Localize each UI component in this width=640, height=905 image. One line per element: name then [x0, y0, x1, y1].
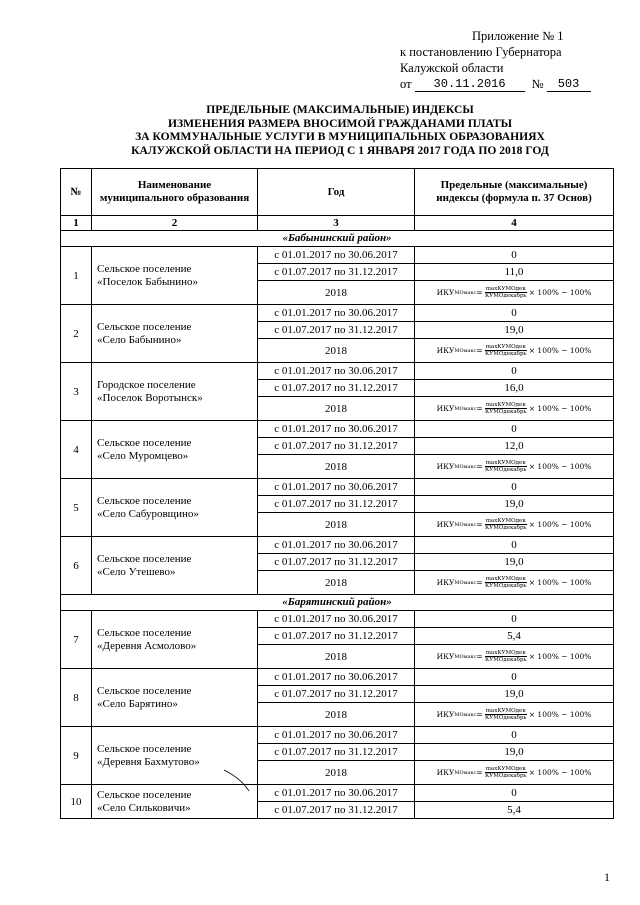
municipality-title: «Поселок Воротынск» [97, 391, 203, 404]
appendix-region: Калужской области [400, 61, 504, 75]
title-line: ЗА КОММУНАЛЬНЫЕ УСЛУГИ В МУНИЦИПАЛЬНЫХ ОБРАЗОВАНИЯХ [135, 130, 545, 144]
period-first-half: с 01.01.2017 по 30.06.2017 [258, 305, 415, 322]
period-second-half: с 01.07.2017 по 31.12.2017 [258, 380, 415, 397]
formula-numerator [485, 766, 527, 773]
formula-denominator [485, 351, 527, 357]
period-second-half: с 01.07.2017 по 31.12.2017 [258, 554, 415, 571]
index-formula: ИКУ МО макс = $\frac{\text{maxКУМОдек}}{\text{КУМОдекабрь}}$ × 100% − 100% [436, 650, 592, 663]
table-row [61, 611, 614, 628]
period-second-half: с 01.07.2017 по 31.12.2017 [258, 322, 415, 339]
header-index: Предельные (максимальные) индексы (формула п. 37 Основ) [415, 169, 614, 216]
year-2018: 2018 [258, 571, 415, 595]
formula-rhs: × 100% − 100% [528, 709, 592, 719]
formula-den-sub: декабрь [503, 657, 527, 663]
formula-denominator [485, 583, 527, 589]
formula-num: maxКУ [485, 460, 506, 466]
formula-num-sub: дек [515, 650, 526, 656]
indices-table [60, 168, 614, 819]
index-value: 0 [415, 611, 614, 628]
formula-denominator [485, 657, 527, 663]
formula-fraction [485, 766, 527, 779]
municipality-name [92, 669, 258, 727]
formula-numerator [485, 708, 527, 715]
index-value: 0 [415, 479, 614, 496]
municipality-type: Сельское поселение [97, 436, 192, 449]
formula-num-sub: дек [515, 402, 526, 408]
formula-lhs: ИКУ [436, 767, 455, 777]
formula-den-sup: МО [493, 409, 504, 415]
formula-lhs-sub: макс [463, 405, 477, 412]
period-first-half: с 01.01.2017 по 30.06.2017 [258, 785, 415, 802]
formula-den: КУ [484, 657, 494, 663]
municipality-title: «Деревня Бахмутово» [97, 755, 200, 768]
formula-lhs: ИКУ [436, 345, 455, 355]
formula-denominator [485, 293, 527, 299]
formula-num-sup: МО [505, 708, 516, 714]
municipality-name [92, 247, 258, 305]
formula-num-sub: дек [515, 576, 526, 582]
period-second-half: с 01.07.2017 по 31.12.2017 [258, 496, 415, 513]
index-value: 5,4 [415, 802, 614, 819]
formula-rhs: × 100% − 100% [528, 345, 592, 355]
formula-lhs-sub: макс [463, 347, 477, 354]
municipality-name [92, 363, 258, 421]
index-value: 0 [415, 727, 614, 744]
index-value: 5,4 [415, 628, 614, 645]
district-name: «Бабынинский район» [61, 231, 614, 247]
formula-fraction [485, 576, 527, 589]
formula-denominator [485, 773, 527, 779]
formula-den: КУ [484, 467, 494, 473]
index-formula: ИКУ МО макс = $\frac{\text{maxКУМОдек}}{\text{КУМОдекабрь}}$ × 100% − 100% [436, 344, 592, 357]
header-name: Наименование муниципального образования [92, 169, 258, 216]
year-2018: 2018 [258, 281, 415, 305]
formula-lhs-sub: макс [463, 463, 477, 470]
formula-denominator [485, 525, 527, 531]
formula-lhs-sub: макс [463, 653, 477, 660]
index-value: 19,0 [415, 322, 614, 339]
formula-den-sub: декабрь [503, 351, 527, 357]
formula-den-sup: МО [493, 583, 504, 589]
index-formula: ИКУ МО макс = $\frac{\text{maxКУМОдек}}{\text{КУМОдекабрь}}$ × 100% − 100% [436, 766, 592, 779]
formula-den-sub: декабрь [503, 409, 527, 415]
formula-numerator [485, 518, 527, 525]
formula-num-sup: МО [505, 576, 516, 582]
municipality-name [92, 421, 258, 479]
table-row [61, 537, 614, 554]
formula-den-sup: МО [493, 351, 504, 357]
year-2018: 2018 [258, 645, 415, 669]
row-number: 3 [61, 363, 92, 421]
municipality-type: Сельское поселение [97, 320, 192, 333]
formula-lhs-sub: макс [463, 521, 477, 528]
formula-den: КУ [484, 715, 494, 721]
formula-fraction [485, 344, 527, 357]
formula-rhs: × 100% − 100% [528, 403, 592, 413]
period-first-half: с 01.01.2017 по 30.06.2017 [258, 363, 415, 380]
formula-lhs-sup: МО [454, 769, 464, 776]
formula-num: maxКУ [485, 576, 506, 582]
formula-num: maxКУ [485, 518, 506, 524]
year-2018: 2018 [258, 513, 415, 537]
row-number: 2 [61, 305, 92, 363]
number-prefix: № [531, 77, 544, 91]
formula-lhs-sub: макс [463, 289, 477, 296]
formula-den: КУ [484, 293, 494, 299]
formula-lhs: ИКУ [436, 287, 455, 297]
decree-date: 30.11.2016 [415, 77, 525, 92]
header-year: Год [258, 169, 415, 216]
municipality-title: «Село Утешево» [97, 565, 176, 578]
column-number: 2 [92, 216, 258, 231]
formula-den-sup: МО [493, 715, 504, 721]
period-second-half: с 01.07.2017 по 31.12.2017 [258, 744, 415, 761]
formula-num-sup: МО [505, 344, 516, 350]
formula-den: КУ [484, 525, 494, 531]
formula-den-sup: МО [493, 467, 504, 473]
municipality-title: «Село Бабынино» [97, 333, 182, 346]
index-formula-cell [415, 513, 614, 537]
formula-rhs: × 100% − 100% [528, 287, 592, 297]
formula-lhs-sup: МО [454, 463, 464, 470]
municipality-title: «Село Сабуровщино» [97, 507, 199, 520]
period-first-half: с 01.01.2017 по 30.06.2017 [258, 537, 415, 554]
table-header-row [61, 169, 614, 216]
formula-lhs: ИКУ [436, 651, 455, 661]
formula-lhs-sup: МО [454, 405, 464, 412]
index-value: 0 [415, 421, 614, 438]
index-formula: ИКУ МО макс = $\frac{\text{maxКУМОдек}}{\text{КУМОдекабрь}}$ × 100% − 100% [436, 708, 592, 721]
formula-lhs-sup: МО [454, 347, 464, 354]
formula-den-sub: декабрь [503, 467, 527, 473]
formula-numerator [485, 460, 527, 467]
row-number: 9 [61, 727, 92, 785]
table-row [61, 247, 614, 264]
column-number-row [61, 216, 614, 231]
index-formula-cell [415, 571, 614, 595]
municipality-name [92, 537, 258, 595]
formula-lhs: ИКУ [436, 709, 455, 719]
formula-rhs: × 100% − 100% [528, 577, 592, 587]
formula-fraction [485, 286, 527, 299]
formula-num: maxКУ [485, 708, 506, 714]
formula-num-sup: МО [505, 650, 516, 656]
formula-denominator [485, 715, 527, 721]
formula-lhs-sub: макс [463, 711, 477, 718]
table-row [61, 479, 614, 496]
municipality-name [92, 611, 258, 669]
formula-den-sub: декабрь [503, 293, 527, 299]
formula-rhs: × 100% − 100% [528, 519, 592, 529]
formula-den: КУ [484, 409, 494, 415]
index-formula-cell [415, 645, 614, 669]
formula-numerator [485, 650, 527, 657]
appendix-decree: к постановлению Губернатора [400, 45, 562, 59]
table-row [61, 669, 614, 686]
formula-fraction [485, 518, 527, 531]
row-number: 6 [61, 537, 92, 595]
period-first-half: с 01.01.2017 по 30.06.2017 [258, 247, 415, 264]
column-number: 3 [258, 216, 415, 231]
period-first-half: с 01.01.2017 по 30.06.2017 [258, 669, 415, 686]
header-no: № [61, 169, 92, 216]
formula-den-sup: МО [493, 525, 504, 531]
district-row [61, 231, 614, 247]
index-formula: ИКУ МО макс = $\frac{\text{maxКУМОдек}}{\text{КУМОдекабрь}}$ × 100% − 100% [436, 518, 592, 531]
municipality-type: Сельское поселение [97, 788, 192, 801]
formula-lhs: ИКУ [436, 461, 455, 471]
formula-lhs-sub: макс [463, 579, 477, 586]
decree-number: 503 [547, 77, 591, 92]
formula-denominator [485, 409, 527, 415]
year-2018: 2018 [258, 455, 415, 479]
period-second-half: с 01.07.2017 по 31.12.2017 [258, 686, 415, 703]
row-number: 1 [61, 247, 92, 305]
formula-fraction [485, 708, 527, 721]
formula-fraction [485, 460, 527, 473]
period-first-half: с 01.01.2017 по 30.06.2017 [258, 611, 415, 628]
index-value: 0 [415, 669, 614, 686]
index-formula: ИКУ МО макс = $\frac{\text{maxКУМОдек}}{\text{КУМОдекабрь}}$ × 100% − 100% [436, 402, 592, 415]
formula-numerator [485, 402, 527, 409]
table-row [61, 421, 614, 438]
formula-lhs-sup: МО [454, 653, 464, 660]
formula-numerator [485, 344, 527, 351]
index-formula-cell [415, 281, 614, 305]
appendix-block [400, 28, 625, 92]
page-number: 1 [604, 870, 610, 884]
period-first-half: с 01.01.2017 по 30.06.2017 [258, 479, 415, 496]
formula-den-sub: декабрь [503, 525, 527, 531]
year-2018: 2018 [258, 703, 415, 727]
formula-lhs-sup: МО [454, 521, 464, 528]
formula-den-sub: декабрь [503, 715, 527, 721]
table-row [61, 363, 614, 380]
appendix-date-line [400, 76, 625, 92]
municipality-type: Сельское поселение [97, 262, 192, 275]
year-2018: 2018 [258, 397, 415, 421]
formula-rhs: × 100% − 100% [528, 651, 592, 661]
year-2018: 2018 [258, 339, 415, 363]
period-first-half: с 01.01.2017 по 30.06.2017 [258, 727, 415, 744]
formula-num-sub: дек [515, 286, 526, 292]
index-value: 19,0 [415, 686, 614, 703]
formula-lhs: ИКУ [436, 577, 455, 587]
index-formula-cell [415, 761, 614, 785]
formula-den-sub: декабрь [503, 773, 527, 779]
date-prefix: от [400, 77, 412, 91]
formula-num-sup: МО [505, 766, 516, 772]
index-value: 16,0 [415, 380, 614, 397]
table-row [61, 727, 614, 744]
formula-lhs: ИКУ [436, 403, 455, 413]
formula-num-sup: МО [505, 460, 516, 466]
index-formula-cell [415, 339, 614, 363]
formula-num-sub: дек [515, 460, 526, 466]
formula-lhs-sub: макс [463, 769, 477, 776]
municipality-name [92, 305, 258, 363]
municipality-type: Сельское поселение [97, 626, 192, 639]
formula-den-sup: МО [493, 657, 504, 663]
index-formula-cell [415, 455, 614, 479]
formula-fraction [485, 650, 527, 663]
column-number: 4 [415, 216, 614, 231]
formula-num-sub: дек [515, 518, 526, 524]
formula-lhs-sup: МО [454, 711, 464, 718]
district-name: «Барятинский район» [61, 595, 614, 611]
formula-num: maxКУ [485, 344, 506, 350]
row-number: 10 [61, 785, 92, 819]
formula-numerator [485, 576, 527, 583]
municipality-type: Сельское поселение [97, 684, 192, 697]
index-value: 0 [415, 785, 614, 802]
pen-mark [222, 768, 252, 794]
row-number: 8 [61, 669, 92, 727]
row-number: 4 [61, 421, 92, 479]
appendix-title: Приложение № 1 [472, 29, 564, 43]
title-line: ПРЕДЕЛЬНЫЕ (МАКСИМАЛЬНЫЕ) ИНДЕКСЫ [206, 103, 474, 116]
year-2018: 2018 [258, 761, 415, 785]
index-value: 19,0 [415, 496, 614, 513]
formula-den-sup: МО [493, 293, 504, 299]
period-second-half: с 01.07.2017 по 31.12.2017 [258, 802, 415, 819]
formula-den-sub: декабрь [503, 583, 527, 589]
formula-num-sub: дек [515, 344, 526, 350]
index-formula: ИКУ МО макс = $\frac{\text{maxКУМОдек}}{\text{КУМОдекабрь}}$ × 100% − 100% [436, 286, 592, 299]
column-number: 1 [61, 216, 92, 231]
index-value: 0 [415, 247, 614, 264]
title-line: КАЛУЖСКОЙ ОБЛАСТИ НА ПЕРИОД С 1 ЯНВАРЯ 2017 ГОДА ПО 2018 ГОД [131, 143, 549, 157]
formula-den: КУ [484, 773, 494, 779]
municipality-title: «Село Сильковичи» [97, 801, 191, 814]
formula-num-sub: дек [515, 708, 526, 714]
formula-lhs: ИКУ [436, 519, 455, 529]
formula-num-sub: дек [515, 766, 526, 772]
table-body [61, 231, 614, 819]
district-row [61, 595, 614, 611]
period-second-half: с 01.07.2017 по 31.12.2017 [258, 264, 415, 281]
formula-num-sup: МО [505, 518, 516, 524]
formula-fraction [485, 402, 527, 415]
formula-lhs-sup: МО [454, 579, 464, 586]
formula-num-sup: МО [505, 286, 516, 292]
index-value: 0 [415, 363, 614, 380]
formula-rhs: × 100% − 100% [528, 767, 592, 777]
index-formula-cell [415, 703, 614, 727]
formula-num: maxКУ [485, 650, 506, 656]
formula-denominator [485, 467, 527, 473]
municipality-title: «Деревня Асмолово» [97, 639, 197, 652]
municipality-type: Городское поселение [97, 378, 196, 391]
municipality-type: Сельское поселение [97, 494, 192, 507]
index-formula-cell [415, 397, 614, 421]
formula-den-sup: МО [493, 773, 504, 779]
municipality-title: «Село Барятино» [97, 697, 178, 710]
title-line: ИЗМЕНЕНИЯ РАЗМЕРА ВНОСИМОЙ ГРАЖДАНАМИ ПЛАТЫ [168, 116, 512, 130]
index-value: 0 [415, 537, 614, 554]
formula-num: maxКУ [485, 286, 506, 292]
municipality-title: «Поселок Бабынино» [97, 275, 199, 288]
formula-num: maxКУ [485, 766, 506, 772]
index-value: 19,0 [415, 554, 614, 571]
period-first-half: с 01.01.2017 по 30.06.2017 [258, 421, 415, 438]
index-formula: ИКУ МО макс = $\frac{\text{maxКУМОдек}}{\text{КУМОдекабрь}}$ × 100% − 100% [436, 460, 592, 473]
formula-lhs-sup: МО [454, 289, 464, 296]
period-second-half: с 01.07.2017 по 31.12.2017 [258, 628, 415, 645]
formula-num: maxКУ [485, 402, 506, 408]
table-row [61, 785, 614, 802]
municipality-title: «Село Муромцево» [97, 449, 189, 462]
row-number: 7 [61, 611, 92, 669]
index-value: 19,0 [415, 744, 614, 761]
document-title [60, 103, 620, 157]
formula-den: КУ [484, 583, 494, 589]
index-value: 12,0 [415, 438, 614, 455]
index-formula: ИКУ МО макс = $\frac{\text{maxКУМОдек}}{\text{КУМОдекабрь}}$ × 100% − 100% [436, 576, 592, 589]
formula-numerator [485, 286, 527, 293]
municipality-type: Сельское поселение [97, 552, 192, 565]
formula-den: КУ [484, 351, 494, 357]
formula-num-sup: МО [505, 402, 516, 408]
formula-rhs: × 100% − 100% [528, 461, 592, 471]
period-second-half: с 01.07.2017 по 31.12.2017 [258, 438, 415, 455]
table-row [61, 305, 614, 322]
row-number: 5 [61, 479, 92, 537]
index-value: 0 [415, 305, 614, 322]
municipality-type: Сельское поселение [97, 742, 192, 755]
municipality-name [92, 479, 258, 537]
index-value: 11,0 [415, 264, 614, 281]
